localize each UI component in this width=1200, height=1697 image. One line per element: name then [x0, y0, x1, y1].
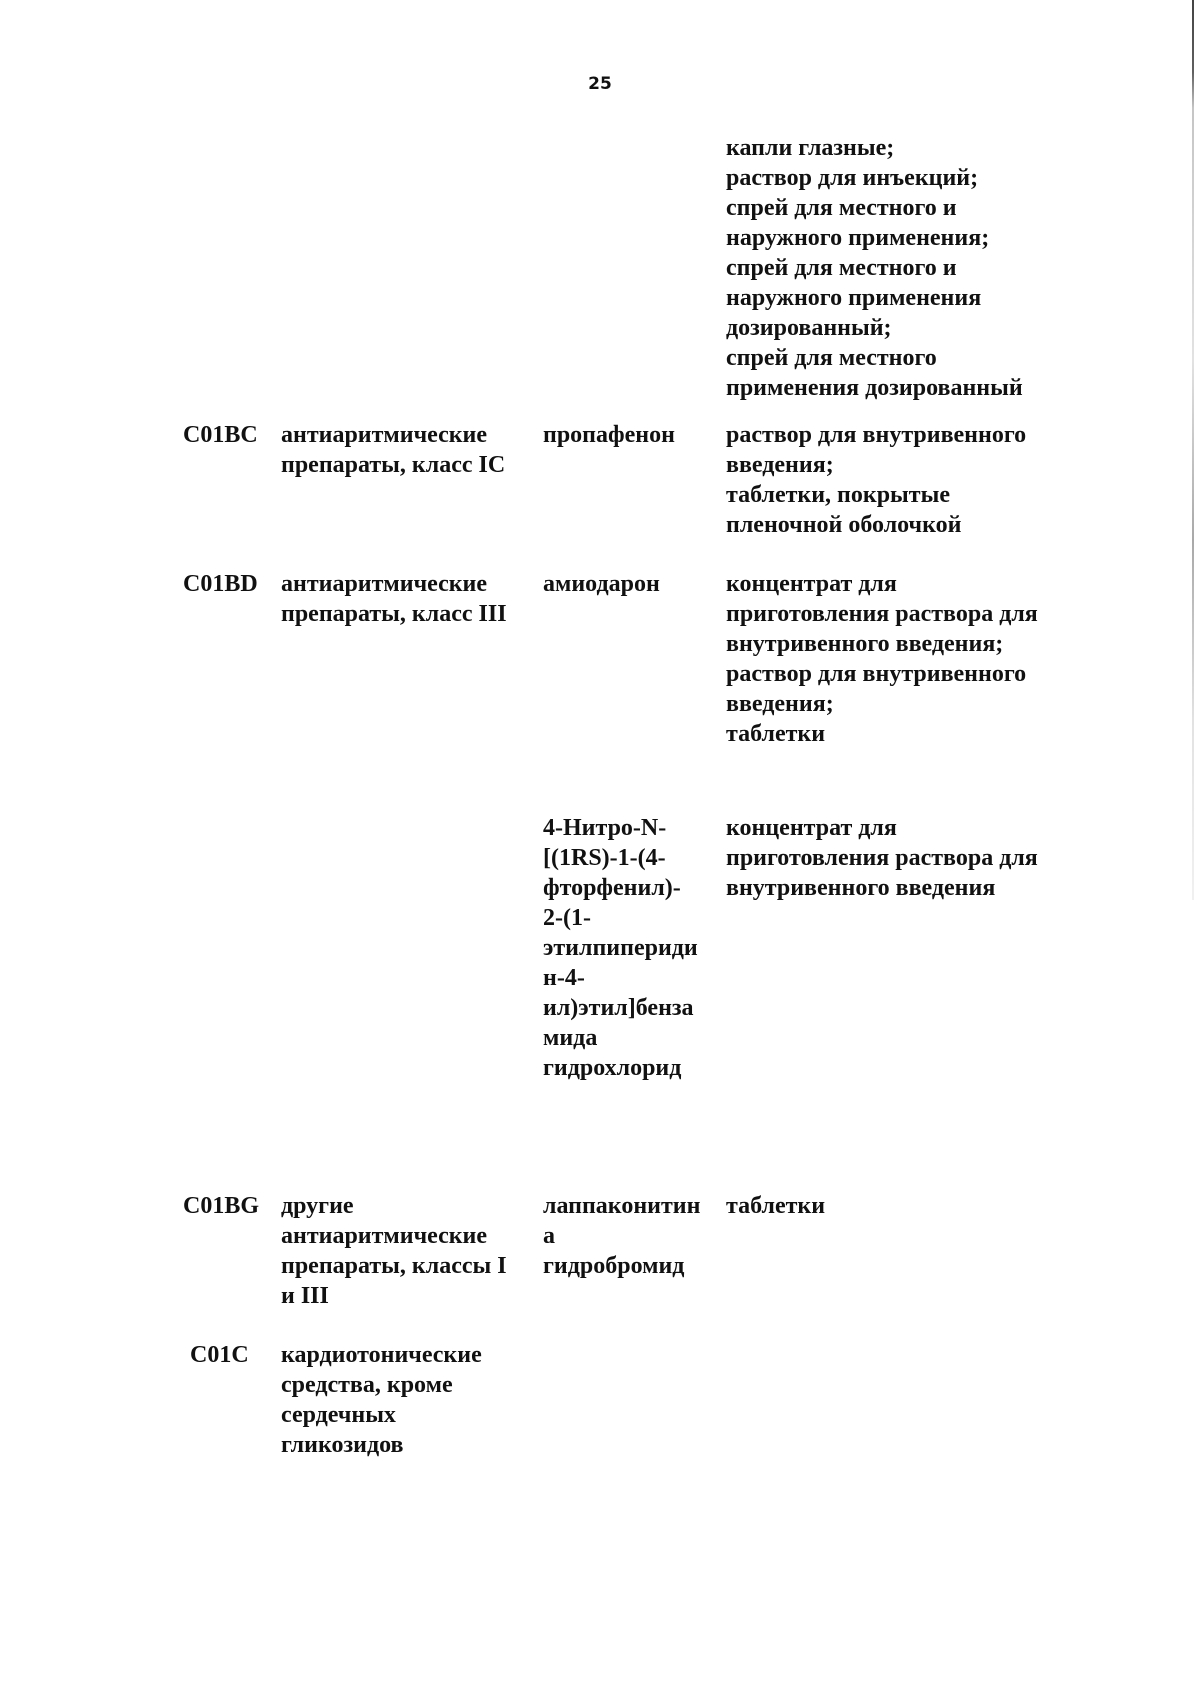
group-line: антиаритмические	[281, 422, 488, 448]
atc-code: C01BD	[183, 571, 258, 597]
name-line: ил)этил]бенза	[543, 995, 694, 1021]
form-line: раствор для инъекций;	[726, 165, 979, 191]
form-line: концентрат для	[726, 815, 897, 841]
group-line: и III	[281, 1283, 329, 1309]
form-line: применения дозированный	[726, 375, 1023, 401]
dosage-forms	[726, 1191, 825, 1221]
scan-edge-artifact	[1192, 0, 1194, 900]
atc-code: C01BC	[183, 422, 258, 448]
page-number: 25	[588, 74, 612, 94]
continuation-dosage-forms	[726, 133, 1023, 403]
atc-group-name	[281, 1340, 482, 1460]
form-line: пленочной оболочкой	[726, 512, 962, 538]
group-line: другие	[281, 1193, 354, 1219]
dosage-forms	[726, 813, 1038, 903]
dosage-forms	[726, 420, 1026, 540]
group-line: препараты, класс III	[281, 601, 507, 627]
form-line: раствор для внутривенного	[726, 661, 1027, 687]
group-line: препараты, классы I	[281, 1253, 507, 1279]
group-line: кардиотонические	[281, 1342, 482, 1368]
form-line: приготовления раствора для	[726, 601, 1038, 627]
atc-group-name	[281, 420, 505, 480]
group-line: антиаритмические	[281, 1223, 488, 1249]
form-line: спрей для местного и	[726, 255, 957, 281]
group-line: препараты, класс IC	[281, 452, 506, 478]
form-line: капли глазные;	[726, 135, 895, 161]
drug-name	[543, 1191, 700, 1281]
atc-group-name	[281, 1191, 507, 1311]
group-line: гликозидов	[281, 1432, 404, 1458]
form-line: введения;	[726, 691, 834, 717]
form-line: внутривенного введения;	[726, 631, 1004, 657]
form-line: спрей для местного	[726, 345, 937, 371]
name-line: этилпипериди	[543, 935, 698, 961]
form-line: наружного применения;	[726, 225, 990, 251]
form-line: таблетки, покрытые	[726, 482, 950, 508]
atc-code: C01C	[190, 1342, 249, 1368]
name-line: гидробромид	[543, 1253, 685, 1279]
drug-name	[543, 569, 660, 599]
name-line: пропафенон	[543, 422, 675, 448]
form-line: внутривенного введения	[726, 875, 996, 901]
group-line: средства, кроме	[281, 1372, 453, 1398]
drug-name	[543, 420, 675, 450]
name-line: 4-Нитро-N-	[543, 815, 667, 841]
drug-name	[543, 813, 698, 1083]
form-line: таблетки	[726, 1193, 826, 1219]
name-line: н-4-	[543, 965, 585, 991]
form-line: раствор для внутривенного	[726, 422, 1027, 448]
atc-group-name	[281, 569, 507, 629]
form-line: приготовления раствора для	[726, 845, 1038, 871]
form-line: наружного применения	[726, 285, 982, 311]
form-line: дозированный;	[726, 315, 892, 341]
group-line: антиаритмические	[281, 571, 488, 597]
name-line: 2-(1-	[543, 905, 591, 931]
dosage-forms	[726, 569, 1038, 749]
atc-code: C01BG	[183, 1193, 260, 1219]
form-line: таблетки	[726, 721, 826, 747]
name-line: [(1RS)-1-(4-	[543, 845, 666, 871]
name-line: амиодарон	[543, 571, 660, 597]
form-line: концентрат для	[726, 571, 897, 597]
name-line: фторфенил)-	[543, 875, 681, 901]
form-line: введения;	[726, 452, 834, 478]
name-line: а	[543, 1223, 555, 1249]
group-line: сердечных	[281, 1402, 396, 1428]
name-line: лаппаконитин	[543, 1193, 701, 1219]
form-line: спрей для местного и	[726, 195, 957, 221]
name-line: мида	[543, 1025, 598, 1051]
name-line: гидрохлорид	[543, 1055, 682, 1081]
